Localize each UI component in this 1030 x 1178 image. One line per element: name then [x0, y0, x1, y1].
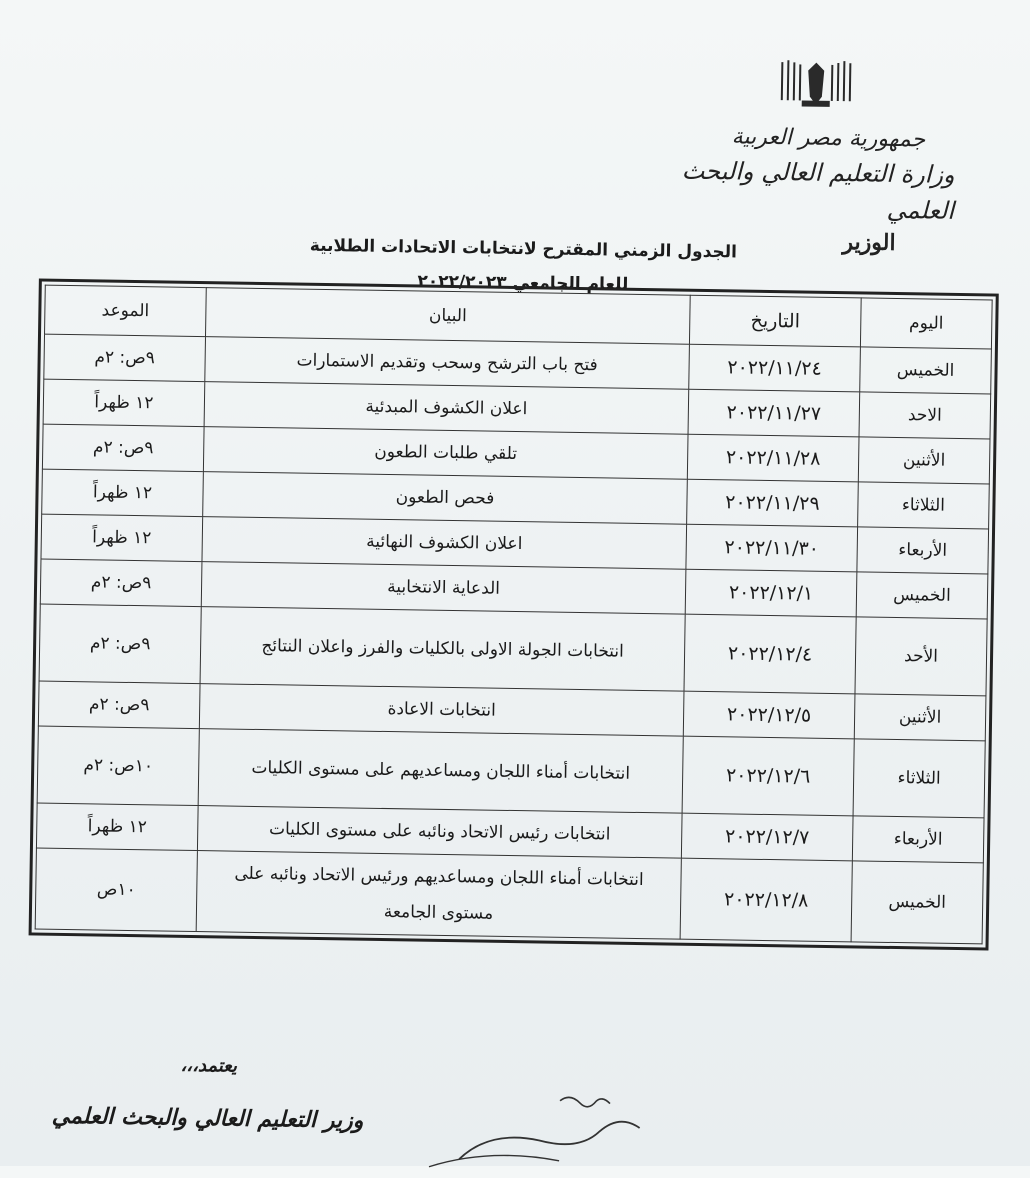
- cell-day: الأثنين: [858, 437, 990, 484]
- cell-day: الثلاثاء: [858, 482, 990, 529]
- header-time: الموعد: [45, 285, 207, 337]
- header-day: اليوم: [860, 298, 992, 349]
- cell-date: ٢٠٢٢/١١/٢٧: [688, 389, 860, 437]
- cell-date: ٢٠٢٢/١٢/٥: [683, 691, 855, 739]
- cell-day: الأربعاء: [852, 816, 984, 863]
- cell-time: ٩ص: ٢م: [44, 334, 206, 382]
- minister-title: وزير التعليم العالي والبحث العلمي: [51, 1102, 364, 1134]
- cell-time: ١٢ ظهراً: [42, 469, 204, 517]
- cell-date: ٢٠٢٢/١١/٢٩: [687, 479, 859, 527]
- cell-time: ١٢ ظهراً: [41, 514, 203, 562]
- table-row: [39, 604, 987, 696]
- cell-date: ٢٠٢٢/١١/٣٠: [686, 524, 858, 572]
- title-line-1: الجدول الزمني المقترح لانتخابات الاتحادات الطلابية: [309, 235, 738, 263]
- cell-day: الثلاثاء: [853, 739, 985, 818]
- header-description: البيان: [206, 288, 691, 345]
- cell-description: اعلان الكشوف المبدئية: [204, 382, 689, 435]
- cell-time: ١٢ ظهراً: [36, 803, 198, 851]
- cell-day: الأربعاء: [857, 527, 989, 574]
- cell-date: ٢٠٢٢/١١/٢٨: [687, 434, 859, 482]
- cell-time: ١٠ص: [35, 848, 197, 932]
- cell-date: ٢٠٢٢/١١/٢٤: [689, 344, 861, 392]
- country-name: جمهورية مصر العربية: [731, 124, 926, 153]
- approval-label: يعتمد،،،: [180, 1054, 238, 1077]
- cell-day: الأحد: [855, 617, 987, 696]
- title-line-2: للعام الجامعي ٢٠٢٢/٢٠٢٣: [417, 271, 629, 295]
- cell-date: ٢٠٢٢/١٢/٧: [681, 813, 853, 861]
- cell-time: ٩ص: ٢م: [39, 604, 201, 684]
- cell-date: ٢٠٢٢/١٢/٨: [680, 858, 852, 942]
- cell-day: الخميس: [860, 347, 992, 394]
- cell-date: ٢٠٢٢/١٢/٤: [684, 614, 856, 694]
- cell-time: ٩ص: ٢م: [38, 681, 200, 729]
- cell-day: الأثنين: [854, 694, 986, 741]
- table-row: [35, 848, 983, 944]
- cell-description: اعلان الكشوف النهائية: [202, 517, 687, 570]
- cell-time: ١٠ص: ٢م: [37, 726, 199, 806]
- signature-icon: [419, 1089, 660, 1173]
- cell-description: انتخابات الاعادة: [199, 684, 684, 737]
- cell-time: ١٢ ظهراً: [43, 379, 205, 427]
- footer: [0, 1052, 1021, 1134]
- ministry-name: وزارة التعليم العالي والبحث العلمي: [681, 156, 955, 225]
- cell-time: ٩ص: ٢م: [40, 559, 202, 607]
- cell-description: فحص الطعون: [203, 472, 688, 525]
- cell-day: الاحد: [859, 392, 991, 439]
- cell-day: الخميس: [856, 572, 988, 619]
- table-row: [37, 726, 985, 818]
- cell-date: ٢٠٢٢/١٢/٦: [682, 736, 854, 816]
- cell-description: الدعاية الانتخابية: [201, 562, 686, 615]
- cell-description: انتخابات رئيس الاتحاد ونائبه على مستوى الكليات: [197, 806, 682, 859]
- cell-description: تلقي طلبات الطعون: [203, 427, 688, 480]
- schedule-table: [35, 285, 993, 945]
- cell-date: ٢٠٢٢/١٢/١: [685, 569, 857, 617]
- eagle-emblem-icon: [778, 56, 855, 113]
- header-date: التاريخ: [689, 295, 861, 347]
- cell-time: ٩ص: ٢م: [42, 424, 204, 472]
- cell-description: فتح باب الترشح وسحب وتقديم الاستمارات: [205, 337, 690, 390]
- schedule-table-frame: [29, 278, 999, 950]
- cell-description: انتخابات أمناء اللجان ومساعديهم على مستوى الكليات: [198, 729, 683, 814]
- cell-description: انتخابات أمناء اللجان ومساعديهم ورئيس الاتحاد ونائبه على مستوى الجامعة: [196, 851, 681, 940]
- cell-day: الخميس: [851, 861, 983, 944]
- office-name: الوزير: [842, 229, 896, 256]
- cell-description: انتخابات الجولة الاولى بالكليات والفرز واعلان النتائج: [200, 607, 685, 692]
